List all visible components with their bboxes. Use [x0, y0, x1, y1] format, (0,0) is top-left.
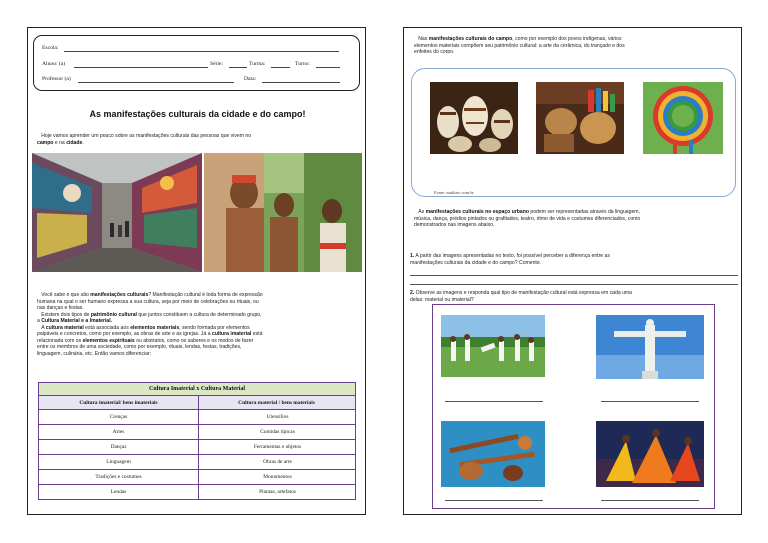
- table-col-immaterial: Cultura imaterial/ bens imateriais: [39, 396, 198, 410]
- question-1-line-b: manifestações culturais da cidade e do campo? Comente.: [410, 259, 542, 266]
- class-field[interactable]: [271, 67, 290, 68]
- image-source-caption: Fonte: multirio.com.br: [434, 190, 474, 195]
- body-line-4a: Existem dois tipos de: [41, 311, 90, 318]
- school-row: [42, 45, 58, 51]
- campo-a: Nas: [418, 36, 428, 42]
- urbano-c: podem ser representadas através da linguagem,: [530, 209, 640, 215]
- question-2: [410, 290, 736, 303]
- festival-dancers-photo: [596, 421, 704, 487]
- graffiti-street-photo: [32, 153, 202, 272]
- christ-redeemer-photo: [596, 315, 704, 379]
- question-1: [410, 253, 736, 266]
- question-1-number: 1.: [410, 253, 415, 259]
- student-field[interactable]: [74, 67, 208, 68]
- body-line-1c: ? Manifestação cultural é toda forma de expressão: [148, 292, 263, 298]
- feather-headdress-photo: [643, 82, 723, 154]
- table-row: [39, 470, 355, 485]
- answer-line-christ[interactable]: [601, 401, 699, 402]
- intro-e-na: e na: [54, 139, 65, 146]
- question-1-answer-line-2[interactable]: [410, 284, 738, 285]
- table-cell-material: Comidas típicas: [260, 429, 295, 435]
- indigenous-people-photo: [204, 153, 362, 272]
- table-cell-immaterial: Linguagem: [106, 459, 131, 465]
- question-1-answer-line-1[interactable]: [410, 275, 738, 276]
- body-line-1b: manifestações culturais: [90, 292, 149, 298]
- body-line-8c: ou abstratos, como os saberes e os modos de fazer: [136, 337, 254, 344]
- table-title: Cultura Imaterial x Cultura Material: [39, 383, 355, 396]
- question-2-line-b: delas: material ou imaterial?: [410, 296, 474, 303]
- teacher-field[interactable]: [78, 82, 234, 83]
- date-label: Data:: [244, 76, 257, 82]
- body-line-7c: está: [252, 331, 263, 337]
- question-2-image-grid: [432, 304, 715, 509]
- school-label: Escola:: [42, 45, 59, 51]
- body-line-1a: Você sabe o que são: [41, 292, 89, 298]
- capoeira-photo: [441, 315, 545, 377]
- table-cell-immaterial: Lendas: [110, 489, 127, 495]
- student-info-box: [33, 35, 360, 91]
- body-line-6c: está associada aos: [85, 324, 129, 331]
- body-line-4b: patrimônio cultural: [90, 311, 137, 318]
- table-cell-material: Ferramentas e objetos: [253, 444, 302, 450]
- table-row: [39, 410, 355, 425]
- body-line-2: humana na qual o ser humano expressa a sua cultura, seja por meio de celebrações ou rituais, ou: [37, 298, 259, 305]
- culture-comparison-table: [38, 382, 356, 500]
- urbano-b: manifestações culturais no espaço urbano: [425, 209, 529, 215]
- intro-campo: campo: [37, 139, 54, 146]
- body-paragraph: [37, 292, 359, 357]
- body-line-4c: que juntos constituem a cultura de determinado grupo,: [138, 311, 262, 318]
- answer-line-instruments[interactable]: [445, 500, 543, 501]
- question-1-line-a: A partir das imagens apresentadas no texto, foi possível perceber a diferença entre as: [415, 253, 610, 259]
- grade-field[interactable]: [229, 67, 247, 68]
- basketry-photo: [536, 82, 624, 154]
- question-2-line-a: Observe as imagens e responda qual tipo de manifestação cultural está expressa em cada uma: [415, 290, 632, 296]
- ceramics-photo: [430, 82, 518, 154]
- campo-paragraph: [414, 36, 736, 56]
- shift-field[interactable]: [316, 67, 340, 68]
- urbano-e: demonstrados nas imagens abaixo.: [414, 222, 495, 228]
- table-cell-material: Plantas, artefatos: [259, 489, 296, 495]
- table-row: [39, 425, 355, 440]
- table-cell-immaterial: Danças: [110, 444, 127, 450]
- table-row: [39, 440, 355, 455]
- body-line-5a: a: [37, 318, 40, 324]
- body-line-3: nas danças e festas.: [37, 305, 84, 311]
- body-line-6d: elementos materiais: [130, 324, 180, 331]
- grade-label: Série:: [210, 61, 224, 67]
- table-col-material: Cultura material / bens materiais: [198, 396, 355, 410]
- table-row: [39, 455, 355, 470]
- body-line-8b: elementos espirituais: [82, 337, 135, 344]
- student-label: Aluno: (a): [42, 61, 66, 67]
- body-line-9: entre os membros de uma sociedade, como por exemplo, rituais, lendas, festas, tradições,: [37, 344, 242, 350]
- body-line-8a: relacionada com os: [37, 337, 82, 344]
- campo-d: elementos materiais compõem seu patrimônio cultural: a arte da cerâmica, do trançado e dos: [414, 42, 625, 49]
- body-line-6b: cultura material: [45, 324, 84, 331]
- intro-paragraph: [37, 133, 359, 146]
- answer-line-capoeira[interactable]: [445, 401, 543, 402]
- table-cell-material: Obras de arte: [263, 459, 292, 465]
- page-title: As manifestações culturais da cidade e do campo!: [89, 109, 306, 119]
- teacher-label: Professor (a): [42, 76, 71, 82]
- intro-cidade: cidade: [66, 139, 83, 146]
- urbano-d: música, dança, prédios pintados ou grafitados, teatro, ritmo de vida e costumes diferenciados, como: [414, 215, 641, 222]
- campo-c: , como por exemplo dos povos indígenas, vários: [512, 36, 622, 42]
- school-field[interactable]: [64, 51, 339, 52]
- table-row: [39, 485, 355, 500]
- indigenous-crafts-frame: [411, 68, 736, 197]
- campo-b: manifestações culturais do campo: [428, 36, 513, 42]
- shift-label: Turno:: [295, 61, 311, 67]
- body-line-10: linguagem, culinária, etc. Então vamos diferenciar:: [37, 350, 152, 357]
- table-cell-immaterial: Crenças: [109, 414, 128, 420]
- worksheet-page-2: [403, 27, 742, 515]
- date-field[interactable]: [262, 82, 340, 83]
- body-line-7: palpáveis e concretos, como por exemplo, as obras de arte e as igrejas. Já a: [37, 331, 211, 337]
- musical-instruments-photo: [441, 421, 545, 487]
- body-line-5b: Cultura Material e a Imaterial.: [41, 318, 113, 324]
- question-2-number: 2.: [410, 290, 415, 296]
- campo-e: enfeites do corpo.: [414, 49, 455, 55]
- body-line-6e: , sendo formada por elementos: [179, 324, 250, 331]
- urbano-paragraph: [414, 209, 736, 229]
- body-line-6a: A: [41, 324, 45, 331]
- worksheet-page-1: [27, 27, 366, 515]
- answer-line-dancers[interactable]: [601, 500, 699, 501]
- table-cell-material: Utensílios: [266, 414, 289, 420]
- table-cell-immaterial: Artes: [112, 429, 125, 435]
- urbano-a: As: [418, 209, 425, 215]
- body-line-7b: cultura imaterial: [212, 331, 252, 337]
- class-label: Turma:: [249, 61, 266, 67]
- table-cell-material: Monumentos: [263, 474, 292, 480]
- intro-text: Hoje vamos aprender um pouco sobre as manifestações culturais das pessoas que vivem no: [41, 133, 252, 139]
- intro-dot: .: [82, 139, 84, 146]
- table-cell-immaterial: Tradições e costumes: [95, 474, 142, 480]
